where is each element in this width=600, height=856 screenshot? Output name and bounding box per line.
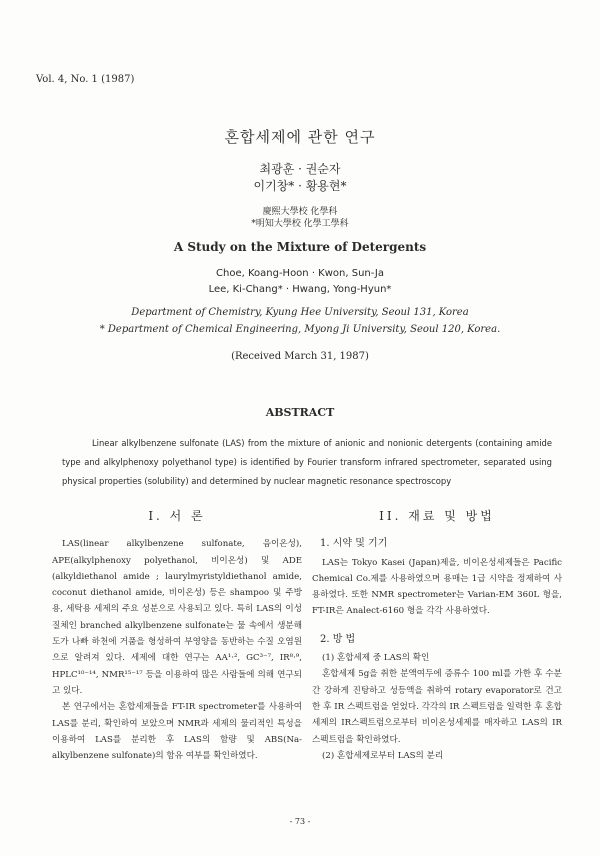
abstract-text: Linear alkylbenzene sulfonate (LAS) from the mixture of anionic and nonionic detergents (containing amide type and alkylphenoxy polyethanol type) is identified by Fourier transform infrared spectrometer, separated using physical properties (solubility) and determined by nuclear magnetic resonance spectroscopy [62,438,552,486]
title-english: A Study on the Mixture of Detergents [173,240,427,254]
authors-korean-line-1: 최광훈 · 권순자 [259,162,341,176]
subsection-1-heading: 1. 시약 및 기기 [320,538,388,550]
subsection-1-text: LAS는 Tokyo Kasei (Japan)제을, 비이온성세제들은 Pacific Chemical Co.제를 사용하였으며 용매는 1급 시약을 정제하여 사용하였다. 또한 NMR spectrometer는 Varian-EM 360L 형을, FT-IR은 Analect-6160 형을 각각 사용하였다. [312,557,562,617]
authors-korean-line-2: 이기창* · 황용현* [253,179,347,193]
affiliation-korean-2: *明知大學校 化學工學科 [251,219,349,229]
page-number: - 73 - [289,817,311,826]
abstract-heading: ABSTRACT [265,406,335,419]
right-column [312,508,562,764]
received-date: (Received March 31, 1987) [231,351,369,362]
section-1-paragraph-1: LAS(linear alkylbenzene sulfonate, 음이온성), APE(alkylphenoxy polyethanol, 비이온성) 및 ADE (alkyldiethanol amide ; laurylmyristyldiethanol amide, coconut diethanol amide, 비이온성) 등은 shampoo 및 주방용, 세탁용 세제의 주요 성분으로 사용되고 있다. 특히 LAS의 이성질체인 branched alkylbenzene sulfonate는 물 속에서 생분해도가 나빠 하천에 거품을 형성하여 부영양을 동반하는 수질 오염원으로 알려져 있다. 세제에 대한 연구는 AA¹·², GC³⁻⁷, IR⁸·⁹, HPLC¹⁰⁻¹⁴, NMR¹⁵⁻¹⁷ 등을 이용하여 많은 사람들에 의해 연구되고 있다. [52,539,302,696]
affiliation-english-2: * Department of Chemical Engineering, Myong Ji University, Seoul 120, Korea. [99,324,501,335]
subsection-2-item-2: (2) 혼합세제로부터 LAS의 분리 [322,750,444,761]
title-korean: 혼합세제에 관한 연구 [224,128,376,146]
authors-english-line-2: Lee, Ki-Chang* · Hwang, Yong-Hyun* [208,284,392,295]
affiliation-korean-1: 慶熙大學校 化學科 [262,207,338,217]
subsection-2-item-1: (1) 혼합세제 중 LAS의 확인 [322,653,430,664]
section-2-heading: II. 재료 및 방법 [379,509,495,523]
left-column [52,508,302,764]
section-1-heading: I. 서 론 [148,509,206,523]
section-1-paragraph-2: 본 연구에서는 혼합세제들을 FT-IR spectrometer를 사용하여 LAS를 분리, 확인하여 보았으며 NMR과 세제의 물리적인 특성을 이용하여 LAS를 분리한 후 LAS의 함량 및 ABS(Na-alkylbenzene sulfonate)의 함유 여부를 확인하였다. [52,702,302,762]
subsection-2-text: 혼합세제 5g을 취한 분액여두에 증류수 100 ml를 가한 후 수분간 강하게 진탕하고 성등액을 취하여 rotary evaporator로 건고한 후 IR 스펙트럼을 얻었다. 각각의 IR 스펙트럼을 일력한 후 혼합세제의 IR스펙트럼으로부터 비이온성세제를 매자하고 LAS의 IR스펙트럼을 확인하였다. [312,669,562,745]
authors-english-line-1: Choe, Koang-Hoon · Kwon, Sun-Ja [216,268,384,279]
journal-volume: Vol. 4, No. 1 (1987) [36,74,135,85]
affiliation-english-1: Department of Chemistry, Kyung Hee University, Seoul 131, Korea [131,307,469,318]
subsection-2-heading: 2. 방 법 [320,633,356,645]
